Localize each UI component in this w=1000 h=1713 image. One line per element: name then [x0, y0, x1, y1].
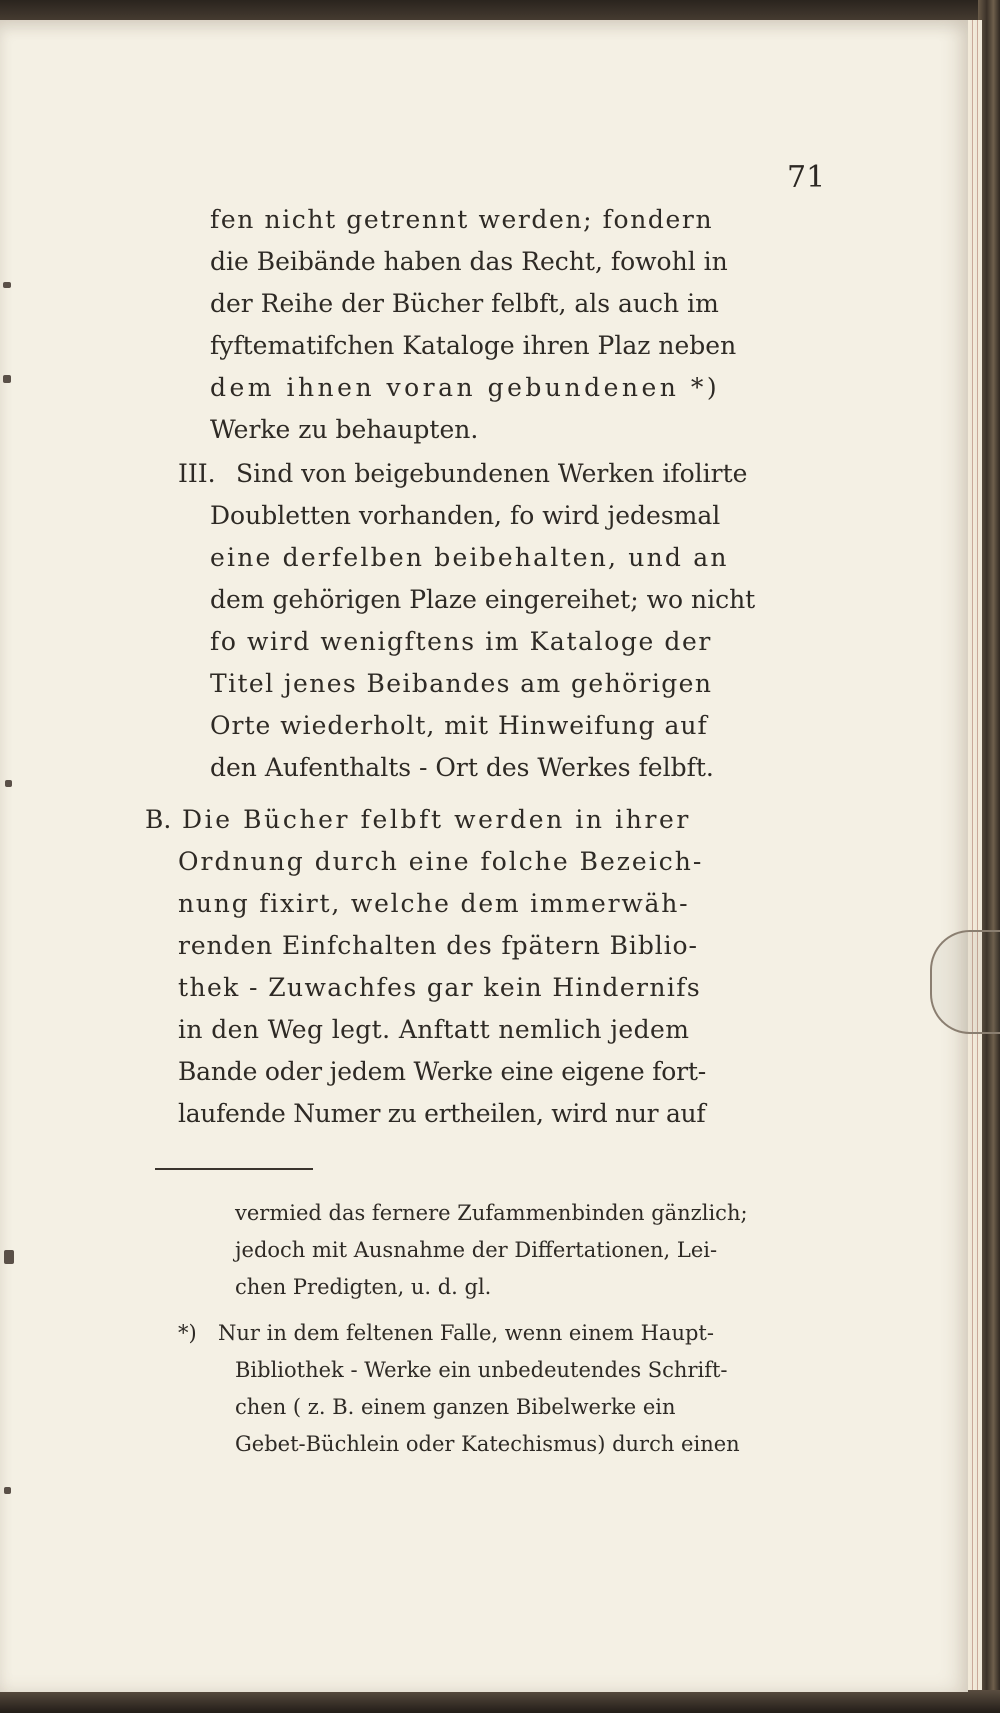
body-line: Ordnung durch eine folche Bezeich- — [178, 847, 704, 876]
clip-mark — [930, 930, 1000, 1034]
footnote-line: Gebet-Büchlein oder Katechismus) durch einen — [235, 1432, 740, 1456]
footnote-rule — [155, 1168, 313, 1170]
body-line: Bande oder jedem Werke eine eigene fort- — [178, 1057, 706, 1086]
body-line: Werke zu behaupten. — [210, 415, 479, 444]
body-line: Die Bücher felbft werden in ihrer — [182, 805, 691, 834]
body-line: fen nicht getrennt werden; fondern — [210, 205, 714, 234]
body-line: in den Weg legt. Anftatt nemlich jedem — [178, 1015, 690, 1044]
body-line: dem ihnen voran gebundenen *) — [210, 373, 721, 402]
body-line: laufende Numer zu ertheilen, wird nur auf — [178, 1099, 706, 1128]
ink-spot — [4, 1487, 11, 1494]
section-marker-b: B. — [145, 805, 172, 834]
binding-bottom-edge — [0, 1690, 1000, 1713]
body-line: dem gehörigen Plaze eingereihet; wo nicht — [210, 585, 756, 614]
footnote-line: Bibliothek - Werke ein unbedeutendes Schrift- — [235, 1358, 728, 1382]
body-line: Doubletten vorhanden, fo wird jedesmal — [210, 501, 721, 530]
body-line: die Beibände haben das Recht, fowohl in — [210, 247, 728, 276]
body-line: renden Einfchalten des fpätern Biblio- — [178, 931, 698, 960]
ink-spot — [4, 1250, 14, 1264]
footnote-line: chen ( z. B. einem ganzen Bibelwerke ein — [235, 1395, 676, 1419]
section-marker-iii: III. — [178, 459, 216, 488]
footnote-line: jedoch mit Ausnahme der Differtationen, Lei- — [235, 1238, 718, 1262]
body-line: nung fixirt, welche dem immerwäh- — [178, 889, 690, 918]
ink-spot — [3, 375, 11, 383]
body-line: eine derfelben beibehalten, und an — [210, 543, 729, 572]
body-line: fyftematifchen Kataloge ihren Plaz neben — [210, 331, 737, 360]
body-line: der Reihe der Bücher felbft, als auch im — [210, 289, 719, 318]
footnote-line: vermied das fernere Zufammenbinden gänzlich; — [235, 1201, 748, 1225]
body-line: den Aufenthalts - Ort des Werkes felbft. — [210, 753, 714, 782]
body-line: fo wird wenigftens im Kataloge der — [210, 627, 712, 656]
footnote-line: chen Predigten, u. d. gl. — [235, 1275, 492, 1299]
page-number: 71 — [787, 160, 826, 195]
footnote-line: Nur in dem feltenen Falle, wenn einem Haupt- — [218, 1321, 714, 1345]
ink-spot — [5, 780, 12, 787]
ink-spot — [3, 282, 11, 288]
body-line: Sind von beigebundenen Werken ifolirte — [236, 459, 748, 488]
body-line: Titel jenes Beibandes am gehörigen — [210, 669, 713, 698]
body-line: thek - Zuwachfes gar kein Hindernifs — [178, 973, 702, 1002]
body-line: Orte wiederholt, mit Hinweifung auf — [210, 711, 708, 740]
footnote-marker: *) — [178, 1321, 197, 1345]
